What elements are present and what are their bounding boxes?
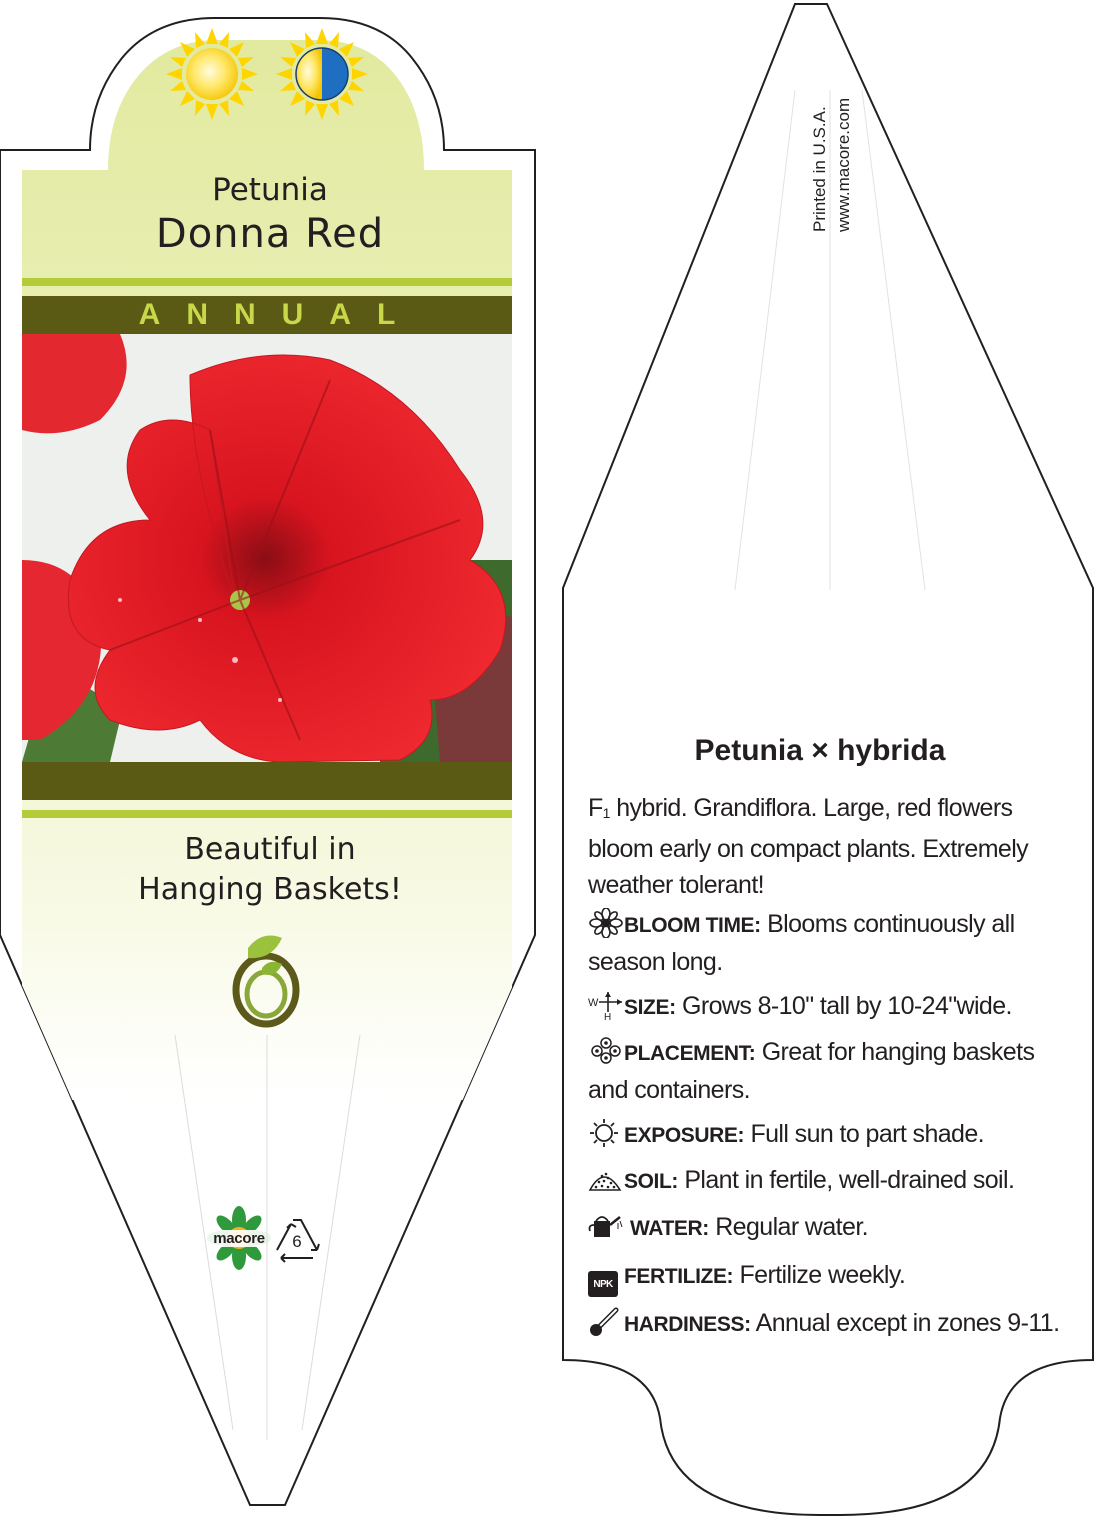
flower-photo (22, 334, 520, 770)
common-name: Petunia (212, 172, 328, 208)
care-fertilize (588, 1257, 1068, 1297)
soil-icon (588, 1164, 624, 1194)
botanical-name: Petunia × hybrida (694, 734, 946, 767)
printer-website: www.macore.com (834, 97, 853, 232)
size-icon (588, 990, 624, 1020)
size-text: Grows 8-10" tall by 10-24"wide. (675, 992, 1012, 1020)
flower-icon (588, 908, 624, 938)
tagline-line-2: Hanging Baskets! (138, 872, 402, 907)
description (588, 790, 1068, 903)
care-placement (588, 1034, 1068, 1108)
plant-type-label: ANNUAL (138, 298, 422, 331)
soil-text: Plant in fertile, well-drained soil. (678, 1166, 1015, 1194)
placement-icon (588, 1036, 624, 1066)
care-bloom-time (588, 906, 1068, 980)
water-label: WATER: (630, 1217, 709, 1240)
placement-label: PLACEMENT: (624, 1042, 756, 1065)
svg-text:H: H (604, 1012, 611, 1020)
svg-text:W: W (588, 997, 598, 1009)
recycle-number: 6 (292, 1232, 302, 1251)
watering-can-icon (588, 1211, 624, 1241)
description-text: hybrid. Grandiflora. Large, red flowers bloom early on compact plants. Extremely weather tolerant! (588, 794, 1029, 899)
placement-text: Great for hanging baskets and containers. (588, 1038, 1035, 1104)
exposure-text: Full sun to part shade. (744, 1120, 985, 1148)
npk-icon: NPK (588, 1271, 618, 1297)
printer-info (808, 32, 856, 232)
bloom-time-text: Blooms continuously all season long. (588, 910, 1015, 976)
tagline-line-1: Beautiful in (184, 832, 356, 867)
variety-name: Donna Red (155, 211, 385, 257)
fertilize-text: Fertilize weekly. (733, 1261, 906, 1289)
exposure-label: EXPOSURE: (624, 1124, 745, 1147)
hardiness-label: HARDINESS: (624, 1313, 751, 1336)
care-size (588, 988, 1068, 1026)
fertilize-label: FERTILIZE: (624, 1265, 734, 1288)
description-subscript: 1 (602, 805, 610, 821)
printed-in: Printed in U.S.A. (810, 106, 829, 232)
top-rule (22, 278, 512, 286)
bloom-time-label: BLOOM TIME: (624, 914, 761, 937)
soil-label: SOIL: (624, 1170, 678, 1193)
photo-bottom-band (22, 762, 512, 800)
bottom-rule (22, 810, 512, 818)
care-soil (588, 1162, 1068, 1200)
care-water (588, 1209, 1068, 1247)
size-label: SIZE: (624, 996, 676, 1019)
water-text: Regular water. (708, 1213, 869, 1241)
description-prefix: F (588, 794, 603, 822)
hardiness-text: Annual except in zones 9-11. (750, 1309, 1060, 1337)
brand-name: macore (213, 1230, 265, 1247)
thermometer-icon (588, 1307, 624, 1337)
care-exposure (588, 1116, 1068, 1154)
sun-outline-icon (588, 1118, 624, 1148)
care-hardiness (588, 1305, 1068, 1343)
tagline (40, 830, 500, 910)
